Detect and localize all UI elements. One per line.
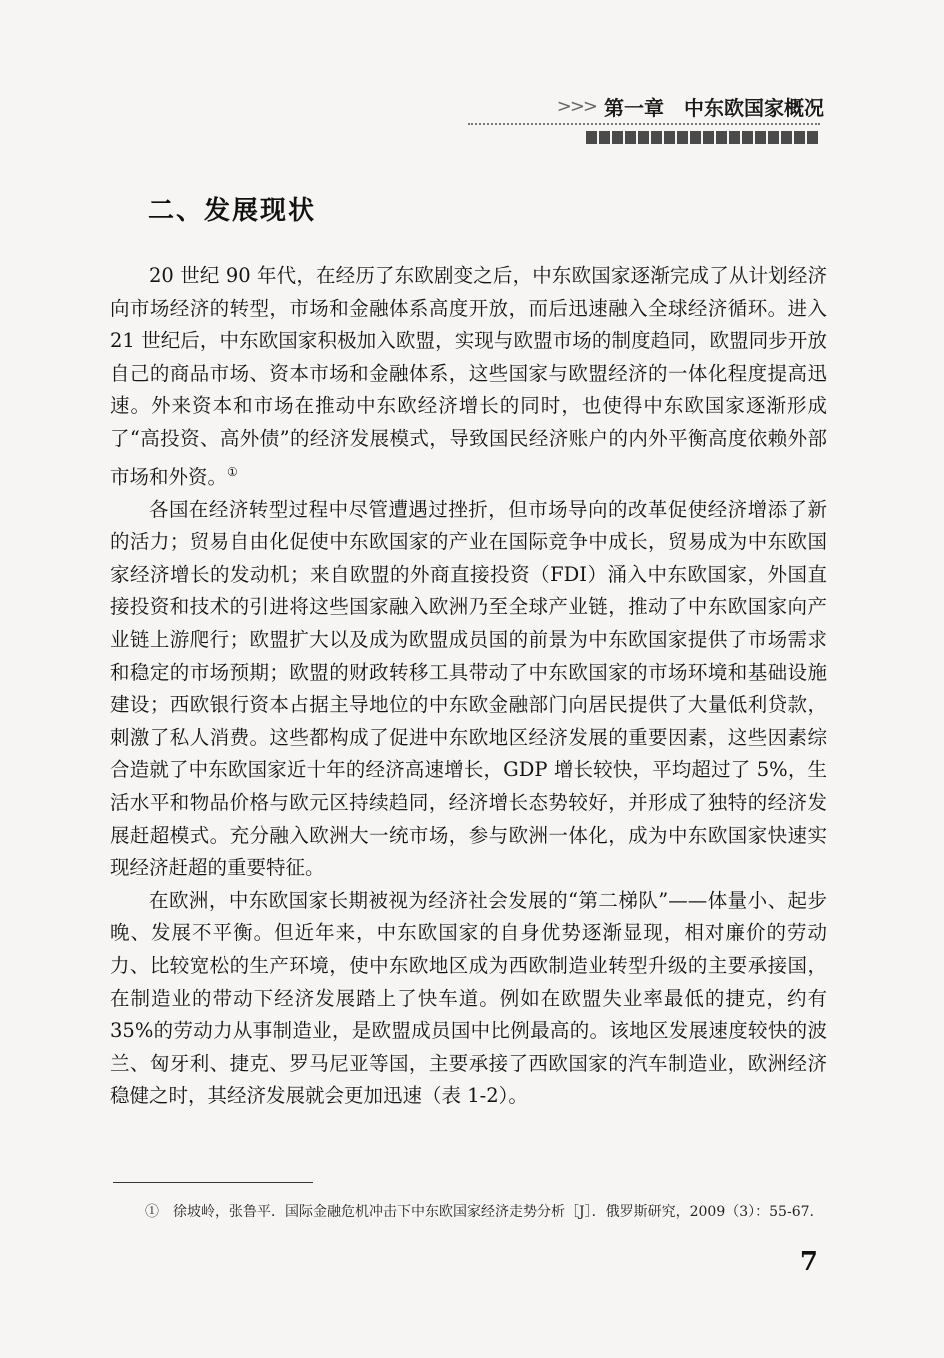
paragraph-1 [110, 260, 827, 494]
footnote-marker: ① [227, 464, 238, 479]
running-header [557, 92, 824, 121]
section-title: 二、发展现状 [148, 196, 317, 226]
header-decorative-bar [586, 131, 820, 144]
paragraph-2: 各国在经济转型过程中尽管遭遇过挫折，但市场导向的改革促使经济增添了新的活力；贸易自由化促使中东欧国家的产业在国际竞争中成长，贸易成为中东欧国家经济增长的发动机；来自欧盟的外商直接投资（FDI）涌入中东欧国家，外国直接投资和技术的引进将这些国家融入欧洲乃至全球产业链，推动了中东欧国家向产业链上游爬行；欧盟扩大以及成为欧盟成员国的前景为中东欧国家提供了市场需求和稳定的市场预期；欧盟的财政转移工具带动了中东欧国家的市场环境和基础设施建设；西欧银行资本占据主导地位的中东欧金融部门向居民提供了大量低利贷款，刺激了私人消费。这些都构成了促进中东欧地区经济发展的重要因素，这些因素综合造就了中东欧国家近十年的经济高速增长，GDP 增长较快，平均超过了 5%，生活水平和物品价格与欧元区持续趋同，经济增长态势较好，并形成了独特的经济发展赶超模式。充分融入欧洲大一统市场，参与欧洲一体化，成为中东欧国家快速实现经济赶超的重要特征。 [110, 497, 827, 880]
chapter-title: 中东欧国家概况 [684, 96, 824, 120]
page-number: 7 [799, 1247, 818, 1277]
chapter-label: 第一章 [604, 96, 664, 120]
paragraph-3: 在欧洲，中东欧国家长期被视为经济社会发展的“第二梯队”——体量小、起步晚、发展不平衡。但近年来，中东欧国家的自身优势逐渐显现，相对廉价的劳动力、比较宽松的生产环境，使中东欧地区成为西欧制造业转型升级的主要承接国，在制造业的带动下经济发展踏上了快车道。例如在欧盟失业率最低的捷克，约有 35%的劳动力从事制造业，是欧盟成员国中比例最高的。该地区发展速度较快的波兰、匈牙利、捷克、罗马尼亚等国，主要承接了西欧国家的汽车制造业，欧洲经济稳健之时，其经济发展就会更加迅速（表 1-2）。 [110, 888, 827, 1108]
header-dotted-rule [468, 123, 820, 125]
footnote-rule [113, 1182, 313, 1183]
paragraph-1-text: 20 世纪 90 年代，在经历了东欧剧变之后，中东欧国家逐渐完成了从计划经济向市场经济的转型，市场和金融体系高度开放，而后迅速融入全球经济循环。进入 21 世纪后，中东欧国家积极加入欧盟，实现与欧盟市场的制度趋同，欧盟同步开放自己的商品市场、资本市场和金融体系，这些国家与欧盟经济的一体化程度提高迅速。外来资本和市场在推动中东欧经济增长的同时，也使得中东欧国家逐渐形成了“高投资、高外债”的经济发展模式，导致国民经济账户的内外平衡高度依赖外部市场和外资。 [110, 264, 827, 489]
body-text [110, 260, 827, 1113]
footnote: ① 徐坡岭，张鲁平．国际金融危机冲击下中东欧国家经济走势分析［J］．俄罗斯研究，2009（3）：55-67. [145, 1204, 814, 1220]
chevron-icon: >>> [556, 96, 596, 117]
